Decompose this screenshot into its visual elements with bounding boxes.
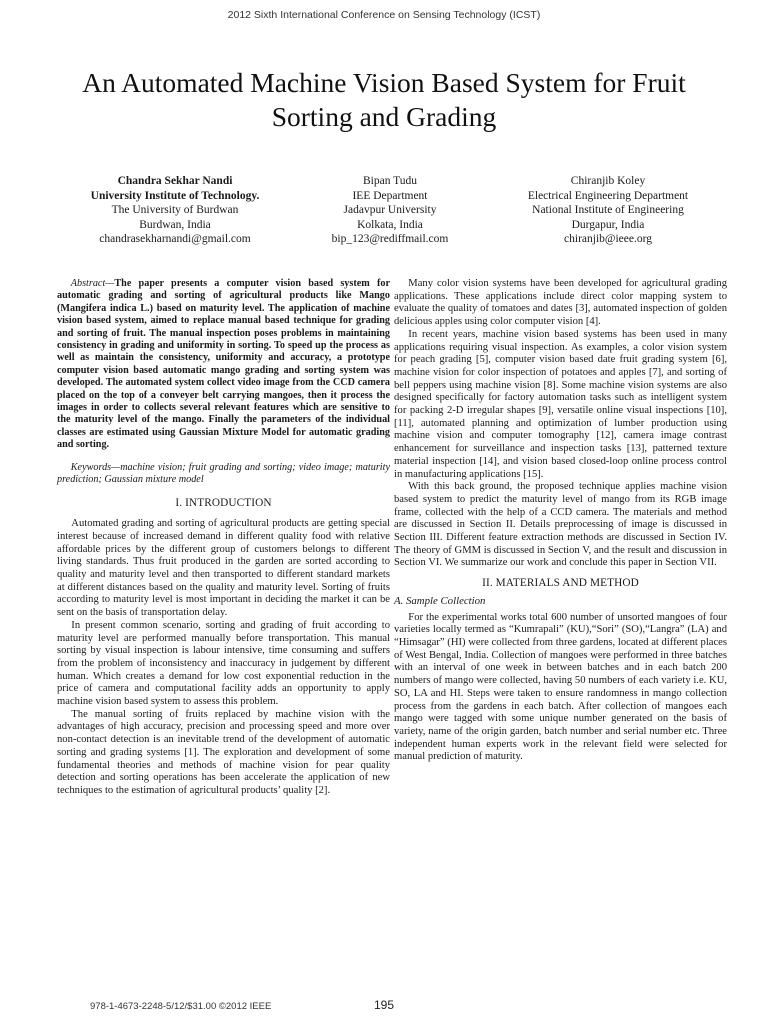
author-block	[0, 174, 768, 250]
author-1	[55, 174, 295, 247]
paragraph: Automated grading and sorting of agricultural products are getting special interest because of increased demand in different quality food with relative affordable prices by the different group of customers belongs to different living standards. Thus fruit produced in the garden are sorted according to quality and maturity level and then transported to different standard markets at different distances based on the quality and maturity level. Sorting of fruits according to maturity level is most important in deciding the market it can be sent on the basis of transportation delay.	[57, 518, 390, 619]
author-affiliation: National Institute of Engineering	[532, 204, 684, 217]
paragraph: The manual sorting of fruits replaced by machine vision with the advantages of high accuracy, precision and processing speed and more over non-contact detection is an inevitable trend of the development of automatic sorting and grading systems [1]. The exploration and development of some fundamental theories and methods of machine vision for pear quality detection and sorting operations has been accelerate the application of new techniques to the estimation of agricultural products’ quality [2].	[57, 708, 390, 796]
subsection-heading-sample-collection: A. Sample Collection	[394, 594, 486, 607]
section-heading-materials: II. MATERIALS AND METHOD	[482, 577, 639, 590]
author-department: IEE Department	[352, 189, 428, 202]
author-location: Burdwan, India	[139, 218, 211, 231]
paragraph: With this back ground, the proposed technique applies machine vision based system to predict the maturity level of mango from its RGB image frame, collected with the help of a CCD camera. The materials and method are discussed in Section II. Details preprocessing of image is discussed in Section III. Different feature extraction methods are discussed in Section IV. The theory of GMM is discussed in Section V, and the result and discussion in Section VI. We summarize our work and conclude this paper in Section VII.	[394, 481, 727, 569]
author-name: Chandra Sekhar Nandi	[117, 175, 233, 187]
author-affiliation: Jadavpur University	[343, 204, 437, 217]
author-location: Kolkata, India	[357, 218, 423, 231]
paragraph: In recent years, machine vision based systems has been used in many applications requiring visual inspection. As examples, a color vision system for peach grading [5], computer vision based date fruit grading system [6], machine vision for color inspection of potatoes and apples [7], and sorting of bell peppers using machine vision [8]. Some machine vision systems are also designed specifically for factory automation tasks such as intelligent system for packing 2-D irregular shapes [9], versatile online visual inspections [10], [11], automated planning and optimization of lumber production using machine vision and computer tomography [12], camera image contrast enhancement for surveillance and inspection tasks [13], patterned texture material inspection [14], and vision based closed-loop online process control in manufacturing applications [15].	[394, 328, 727, 480]
author-department: Electrical Engineering Department	[527, 189, 689, 202]
keywords: Keywords—machine vision; fruit grading and sorting; video image; maturity prediction; Gaussian mixture model	[57, 461, 390, 486]
section-heading-introduction: I. INTRODUCTION	[175, 496, 272, 509]
author-location: Durgapur, India	[571, 218, 645, 231]
footer-isbn: 978-1-4673-2248-5/12/$31.00 ©2012 IEEE	[90, 1001, 272, 1012]
author-affiliation: University Institute of Technology.	[90, 189, 260, 202]
abstract	[57, 278, 390, 452]
right-column	[394, 278, 727, 764]
author-email: chiranjib@ieee.org	[564, 233, 652, 246]
author-department: The University of Burdwan	[111, 204, 239, 217]
abstract-text: The paper presents a computer vision based system for automatic grading and sorting of agricultural products like Mango (Mangifera indica L.) based on maturity level. The application of machine vision based system, aimed to replace manual based technique for grading and sorting of fruit. The manual inspection poses problems in maintaining consistency in grading and uniformity in sorting. To speed up the process as well as maintain the consistency, uniformity and accuracy, a prototype computer vision based automatic mango grading and sorting system was developed. The automated system collect video image from the CCD camera placed on the top of a conveyer belt carrying mangoes, then it process the images in order to collects several relevant features which are sensitive to the maturity level of the mango. Finally the parameters of the individual classes are estimated using Gaussian Mixture Model for automatic grading and sorting.	[57, 278, 390, 451]
author-2	[270, 174, 510, 247]
conference-header: 2012 Sixth International Conference on Sensing Technology (ICST)	[227, 9, 541, 21]
paper-title: An Automated Machine Vision Based System for Fruit Sorting and Grading	[82, 67, 686, 132]
author-name: Chiranjib Koley	[570, 175, 646, 187]
author-email: chandrasekharnandi@gmail.com	[99, 233, 251, 246]
author-name: Bipan Tudu	[362, 175, 417, 187]
page-number: 195	[373, 998, 395, 1012]
author-3	[488, 174, 728, 247]
left-column	[57, 278, 390, 798]
paragraph: For the experimental works total 600 number of unsorted mangoes of four varieties locally termed as “Kumrapali” (KU),“Sori” (SO),“Langra” (LA) and “Himsagar” (HI) were collected from three gardens, located at different places of West Bengal, India. Collection of mangoes were performed in three batches with an interval of one week in between batches and in each batch 200 numbers of mango were collected, having 50 numbers of each variety i.e. KU, SO, LA and HI. Steps were taken to ensure randomness in mango collection process from the gardens in each batch. After collection of mangoes each mango were tagged with some unique number generated on the basis of variety, name of the origin garden, batch number and serial number etc. Three independent human experts work in the relevant field were selected for manual prediction of maturity.	[394, 611, 727, 763]
abstract-label: Abstract—	[70, 278, 115, 289]
author-email: bip_123@rediffmail.com	[331, 233, 449, 246]
paragraph: Many color vision systems have been developed for agricultural grading applications. These applications include direct color mapping system to evaluate the quality of tomatoes and dates [3], automated inspection of golden delicious apples using color computer vision [4].	[394, 278, 727, 328]
paragraph: In present common scenario, sorting and grading of fruit according to maturity level are performed manually before transportation. This manual sorting by visual inspection is labour intensive, time consuming and suffers from the problem of inconsistency and inaccuracy in judgement by different human. Which creates a demand for low cost exponential reduction in the price of camera and computational facility adds an opportunity to apply machine vision based system to assess this problem.	[57, 619, 390, 708]
